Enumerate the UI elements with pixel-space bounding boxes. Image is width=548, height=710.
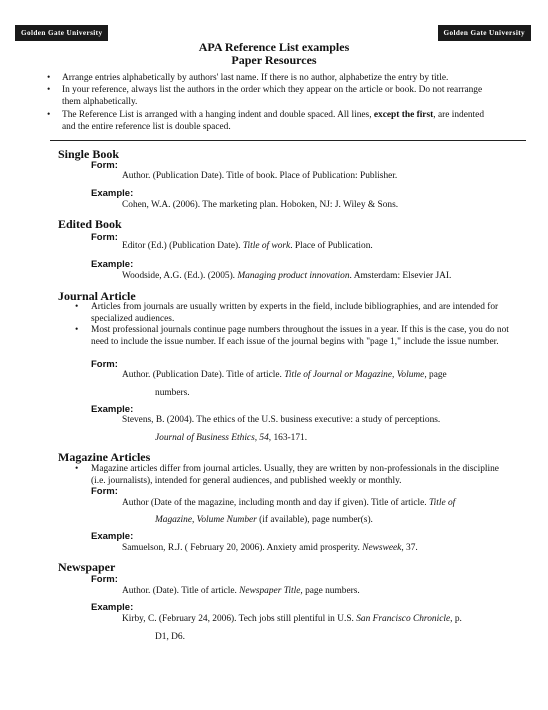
intro-bullet-text: The Reference List is arranged with a hanging indent and double spaced. All lines, — [62, 109, 374, 120]
example-label: Example: — [91, 259, 134, 270]
journal-bullet-list — [75, 302, 511, 348]
edited-book-form: Editor (Ed.) (Publication Date). Title of work. Place of Publication. — [122, 241, 373, 251]
intro-bullet: • Arrange entries alphabetically by authors' last name. If there is no author, alphabetize the entry by title. — [47, 73, 449, 83]
heading-edited-book: Edited Book — [58, 217, 122, 231]
ggu-logo-left: Golden Gate University — [15, 25, 108, 41]
newspaper-example-line2: D1, D6. — [155, 632, 185, 642]
form-label: Form: — [91, 232, 118, 243]
journal-example-line2: Journal of Business Ethics, 54, 163-171. — [155, 433, 308, 443]
edited-book-example: Woodside, A.G. (Ed.). (2005). Managing product innovation. Amsterdam: Elsevier JAI. — [122, 271, 452, 281]
intro-bullet-text: In your reference, always list the authors in the order which they appear on the article or book. Do not rearrange them alphabetically. — [62, 85, 483, 108]
heading-single-book: Single Book — [58, 147, 120, 161]
document-subtitle: Paper Resources — [231, 53, 317, 67]
example-label: Example: — [91, 531, 134, 542]
newspaper-form: Author. (Date). Title of article. Newspaper Title, page numbers. — [122, 586, 360, 596]
heading-newspaper: Newspaper — [58, 560, 116, 574]
example-label: Example: — [91, 404, 134, 415]
heading-magazine-articles: Magazine Articles — [58, 450, 151, 464]
intro-bullet-text: Arrange entries alphabetically by authors' last name. If there is no author, alphabetize the entry by title. — [62, 73, 449, 83]
form-label: Form: — [91, 359, 118, 370]
ggu-logo-right: Golden Gate University — [438, 25, 531, 41]
intro-bullet: • In your reference, always list the authors in the order which they appear on the article or book. Do not rearrange them alphabetically. — [47, 85, 483, 108]
magazine-form-line2: Magazine, Volume Number (if available), page number(s). — [155, 515, 373, 525]
intro-bullet-text: , are indented and the entire reference list is double spaced. — [62, 109, 485, 132]
emphasis-text: except the first — [373, 109, 434, 120]
journal-bullet: • Most professional journals continue page numbers throughout the issues in a year. If this is the case, you do not need to include the issue number. If each issue of the journal begins with "page 1," include the issue number. — [75, 325, 509, 347]
journal-bullet: • Articles from journals are usually written by experts in the field, include bibliographies, and are intended for specialized audiences. — [75, 302, 499, 324]
example-label: Example: — [91, 602, 134, 613]
newspaper-example-line1: Kirby, C. (February 24, 2006). Tech jobs still plentiful in U.S. San Francisco Chronicle, p. — [122, 614, 462, 624]
magazine-example: Samuelson, R.J. ( February 20, 2006). Anxiety amid prosperity. Newsweek, 37. — [122, 543, 418, 553]
heading-journal-article: Journal Article — [58, 289, 136, 303]
example-label: Example: — [91, 188, 134, 199]
form-label: Form: — [91, 486, 118, 497]
journal-example-line1: Stevens, B. (2004). The ethics of the U.S. business executive: a study of perceptions. — [122, 415, 441, 425]
journal-form-line2: numbers. — [155, 388, 190, 398]
journal-form-line1: Author. (Publication Date). Title of article. Title of Journal or Magazine, Volume, page — [122, 370, 447, 380]
single-book-example: Cohen, W.A. (2006). The marketing plan. Hoboken, NJ: J. Wiley & Sons. — [122, 200, 399, 210]
single-book-form: Author. (Publication Date). Title of book. Place of Publication: Publisher. — [122, 171, 398, 181]
form-label: Form: — [91, 160, 118, 171]
intro-bullet: • The Reference List is arranged with a hanging indent and double spaced. All lines, except the first, are indented and the entire reference list is double spaced. — [47, 109, 485, 132]
magazine-bullet-list — [75, 464, 511, 487]
magazine-bullet: • Magazine articles differ from journal articles. Usually, they are written by non-professionals in the discipline (i.e. journalists), intended for general audiences, and published weekly or monthly. — [75, 464, 499, 486]
form-label: Form: — [91, 574, 118, 585]
document-title: APA Reference List examples — [198, 40, 350, 54]
magazine-form-line1: Author (Date of the magazine, including month and day if given). Title of article. Title of — [122, 498, 456, 508]
section-divider — [50, 140, 526, 141]
intro-bullet-list — [47, 72, 492, 133]
